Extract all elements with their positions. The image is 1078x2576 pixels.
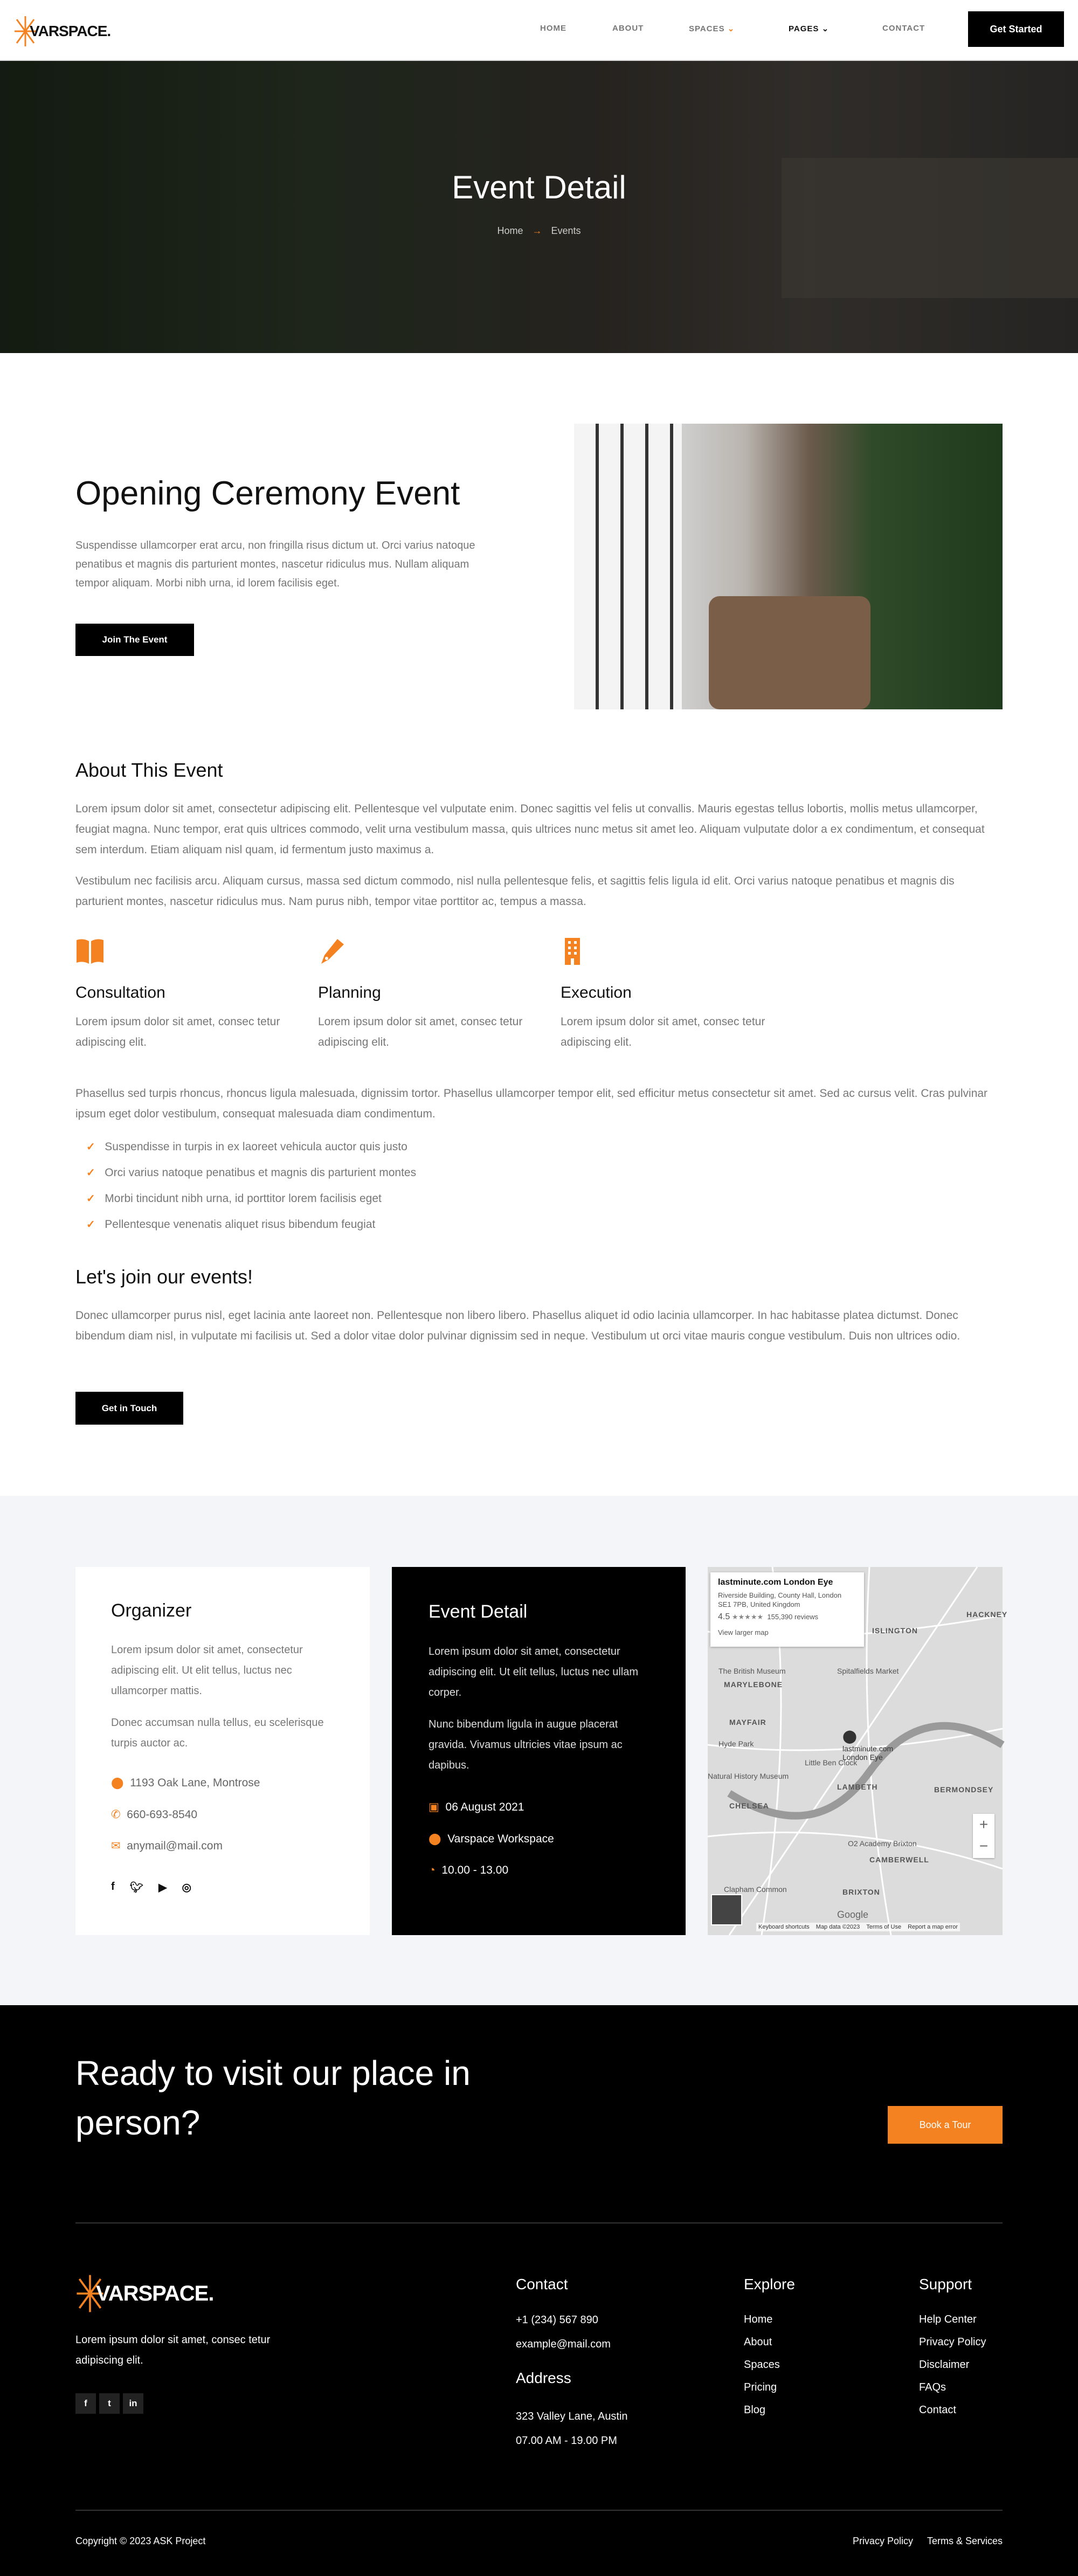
date-text: 06 August 2021 (445, 1801, 524, 1813)
zoom-in-button[interactable]: + (979, 1816, 989, 1833)
feature-title: Planning (318, 984, 381, 1002)
map-place-name: lastminute.com London Eye (718, 1578, 833, 1587)
feature-text: Lorem ipsum dolor sit amet, consec tetur adipiscing elit. (318, 1016, 523, 1048)
about-paragraph-1: Lorem ipsum dolor sit amet, consectetur adipiscing elit. Pellentesque vel vulputate enim. Donec sagittis vel felis ut convallis. Mauris egestas tellus lobortis, mollis metus ullamcorper, feugiat magna. Nunc tempor, erat quis ultrices commodo, velit urna vestibulum massa, quis ultrices nunc metus sit amet leo. Aliquam vulputate dolor a ex condimentum, et consequat sem interdum. Etiam aliquam nisl quam, id fermentum justo maximus a. (75, 803, 985, 856)
footer-link[interactable]: Contact (919, 2404, 956, 2416)
event-photo (574, 424, 1003, 709)
map-place-address: Riverside Building, County Hall, London SE1 7PB, United Kingdom (718, 1591, 842, 1608)
book-icon (75, 938, 105, 965)
footer-hours: 07.00 AM - 19.00 PM (516, 2435, 617, 2447)
terms-link[interactable]: Terms of Use (866, 1924, 902, 1930)
terms-link[interactable]: Terms & Services (927, 2536, 1003, 2546)
map-marker[interactable] (842, 1729, 902, 1762)
check-icon: ✓ (86, 1219, 95, 1231)
header-nav (0, 0, 1078, 61)
nav-spaces-label: SPACES (689, 24, 725, 33)
divider (75, 2510, 1003, 2511)
facebook-icon[interactable]: f (75, 2393, 96, 2414)
support-links (919, 2313, 986, 2416)
satellite-toggle[interactable] (711, 1894, 742, 1925)
list-item (86, 1192, 416, 1218)
footer-email[interactable]: example@mail.com (516, 2338, 611, 2350)
map-marker-label: lastminute.com London Eye (842, 1744, 894, 1762)
time-text: 10.00 - 13.00 (441, 1864, 509, 1876)
list-item (86, 1218, 416, 1244)
map-place: O2 Academy Brixton (848, 1839, 917, 1848)
nav-pages[interactable] (789, 24, 829, 33)
facebook-icon[interactable]: f (111, 1881, 115, 1893)
linkedin-icon[interactable]: in (123, 2393, 143, 2414)
calendar-icon: ▣ (429, 1801, 439, 1813)
map-place: Natural History Museum (708, 1772, 789, 1780)
chevron-down-icon: ⌄ (821, 24, 830, 33)
organizer-phone[interactable] (111, 1808, 197, 1821)
event-text-2: Nunc bibendum ligula in augue placerat gravida. Vivamus ultricies vitae ipsum ac dapibus. (429, 1718, 623, 1771)
divider (75, 2222, 1003, 2223)
list-item-text: Orci varius natoque penatibus et magnis dis parturient montes (105, 1166, 417, 1179)
list-item-text: Pellentesque venenatis aliquet risus bibendum feugiat (105, 1218, 376, 1231)
map-footer (756, 1923, 960, 1931)
breadcrumb-home[interactable]: Home (497, 225, 523, 236)
organizer-text-1: Lorem ipsum dolor sit amet, consectetur adipiscing elit. Ut elit tellus, luctus nec ullamcorper mattis. (111, 1644, 303, 1697)
nav-pages-label: PAGES (789, 24, 819, 33)
pen-icon (318, 938, 347, 965)
cta-title: Ready to visit our place in person? (75, 2054, 471, 2142)
brand-name: VARSPACE. (96, 2281, 214, 2305)
check-icon: ✓ (86, 1167, 95, 1179)
map-place: The British Museum (718, 1667, 786, 1675)
brand-name: VARSPACE. (30, 23, 111, 39)
map-place: Little Ben Clock (805, 1758, 858, 1767)
footer-link[interactable]: Home (744, 2313, 773, 2325)
rating-value: 4.5 (718, 1612, 730, 1621)
list-item-text: Suspendisse in turpis in ex laoreet vehicula auctor quis justo (105, 1141, 407, 1153)
map-label: LAMBETH (837, 1783, 878, 1791)
breadcrumb (0, 225, 1078, 237)
window-shape (574, 424, 682, 709)
twitter-icon[interactable]: 🐦︎ (129, 1882, 144, 1894)
map-place: Hyde Park (718, 1739, 754, 1748)
building-icon (561, 938, 590, 965)
list-item-text: Morbi tincidunt nibh urna, id porttitor lorem facilisis eget (105, 1192, 382, 1205)
event-detail-title: Event Detail (429, 1601, 528, 1622)
feature-title: Execution (561, 984, 632, 1002)
footer-link[interactable]: Privacy Policy (919, 2336, 986, 2348)
people-table-shape (709, 596, 870, 709)
chevron-down-icon: ⌄ (727, 24, 735, 33)
map-pin-icon: ⬤ (842, 1729, 857, 1744)
nav-home[interactable]: HOME (540, 24, 566, 33)
organizer-email[interactable] (111, 1839, 223, 1853)
breadcrumb-current: Events (551, 225, 581, 236)
support-title: Support (919, 2276, 972, 2292)
join-text: Donec ullamcorper purus nisl, eget lacinia ante laoreet non. Pellentesque non libero libero. Phasellus aliquet id odio lacinia ullamcorper. In hac habitasse platea dictumst. Donec bibendum diam nisl, in vulputate mi facilisis ut. Sed a dolor vitae dolor pulvinar dignissim sed in neque. Vestibulum ut orci vitae mauris congue vestibulum. Duis non ultrices odio. (75, 1309, 960, 1342)
event-text-1: Lorem ipsum dolor sit amet, consectetur adipiscing elit. Ut elit tellus, luctus nec ullam corper. (429, 1646, 639, 1698)
venue-text: Varspace Workspace (447, 1833, 554, 1845)
footer-link[interactable]: Spaces (744, 2359, 780, 2371)
organizer-address (111, 1776, 260, 1790)
instagram-icon[interactable]: ◎ (182, 1882, 191, 1894)
organizer-card (75, 1567, 370, 1935)
feature-title: Consultation (75, 984, 165, 1002)
arrow-right-icon: → (532, 225, 542, 236)
phone-icon: ✆ (111, 1808, 121, 1821)
brand-logo[interactable] (13, 15, 110, 47)
address-title: Address (516, 2370, 571, 2386)
feature-text: Lorem ipsum dolor sit amet, consec tetur adipiscing elit. (561, 1016, 765, 1048)
copyright: Copyright © 2023 ASK Project (75, 2536, 206, 2546)
map-label: ISLINGTON (872, 1626, 918, 1635)
footer-logo[interactable] (75, 2272, 213, 2315)
footer-text: Lorem ipsum dolor sit amet, consec tetur adipiscing elit. (75, 2334, 271, 2366)
nav-about[interactable]: ABOUT (612, 24, 644, 33)
map-data-text: Map data ©2023 (816, 1924, 860, 1930)
list-item (86, 1166, 416, 1192)
about-title: About This Event (75, 759, 223, 781)
feature-planning (318, 938, 534, 1053)
event-date (429, 1800, 524, 1814)
hero-banner (0, 61, 1078, 353)
phone-text: 660-693-8540 (127, 1808, 198, 1821)
book-tour-button[interactable]: Book a Tour (888, 2106, 1003, 2144)
map-place: Clapham Common (724, 1885, 787, 1894)
footer-social (75, 2393, 143, 2414)
report-error-link[interactable]: Report a map error (908, 1924, 958, 1930)
google-logo: Google (837, 1909, 869, 1920)
map-label: MAYFAIR (729, 1718, 766, 1726)
event-time (429, 1864, 508, 1877)
join-event-button[interactable]: Join The Event (75, 624, 194, 656)
footer-link[interactable]: About (744, 2336, 772, 2348)
nav-spaces[interactable] (689, 24, 735, 33)
zoom-out-button[interactable]: − (979, 1838, 989, 1854)
hero-overlay (0, 61, 1078, 353)
feature-consultation (75, 938, 291, 1053)
email-text: anymail@mail.com (127, 1840, 223, 1852)
map-rating (718, 1612, 856, 1622)
nav-contact[interactable]: CONTACT (882, 24, 925, 33)
clock-icon: ◔ (429, 1864, 436, 1876)
organizer-social (111, 1881, 191, 1894)
map-info-card (710, 1572, 864, 1647)
event-title: Opening Ceremony Event (75, 475, 460, 512)
location-map[interactable] (708, 1567, 1008, 1935)
explore-title: Explore (744, 2276, 795, 2292)
footer (0, 2005, 1078, 2576)
envelope-icon: ✉ (111, 1840, 121, 1852)
map-label: BERMONDSEY (934, 1785, 994, 1794)
about-paragraph-3: Phasellus sed turpis rhoncus, rhoncus ligula malesuada, dignissim tortor. Phasellus ullamcorper tempor elit, sed efficitur metus consectetur sit amet. Sed ac cursus velit. Cras pulvinar ipsum eget dolor vestibulum, consequat malesuada diam condimentum. (75, 1087, 988, 1120)
footer-address: 323 Valley Lane, Austin (516, 2411, 628, 2422)
view-larger-map-link[interactable]: View larger map (718, 1628, 769, 1636)
check-icon: ✓ (86, 1193, 95, 1205)
keyboard-shortcuts-link[interactable]: Keyboard shortcuts (758, 1924, 810, 1930)
list-item (86, 1140, 416, 1166)
organizer-text-2: Donec accumsan nulla tellus, eu scelerisque turpis auctor ac. (111, 1717, 324, 1749)
about-paragraph-2: Vestibulum nec facilisis arcu. Aliquam cursus, massa sed dictum commodo, nisl nulla pellentesque felis, et sagittis felis ligula id elit. Orci varius natoque penatibus et magnis dis parturient montes, nascetur ridiculus mus. Nam purus nibh, tempor vitae porttitor ac, tempus a massa. (75, 875, 955, 908)
event-venue (429, 1832, 554, 1846)
map-label: CHELSEA (729, 1801, 769, 1810)
location-pin-icon: ⬤ (429, 1833, 441, 1845)
twitter-icon[interactable]: t (99, 2393, 120, 2414)
check-icon: ✓ (86, 1141, 95, 1153)
organizer-title: Organizer (111, 1600, 192, 1621)
privacy-policy-link[interactable]: Privacy Policy (852, 2536, 913, 2546)
review-count[interactable]: 155,390 reviews (767, 1613, 819, 1621)
feature-text: Lorem ipsum dolor sit amet, consec tetur adipiscing elit. (75, 1016, 280, 1048)
star-rating-icon: ★★★★★ (731, 1613, 764, 1621)
legal-links (853, 2536, 1003, 2547)
event-detail-card (392, 1567, 686, 1935)
map-label: HACKNEY (966, 1610, 1008, 1619)
footer-link[interactable]: Blog (744, 2404, 766, 2416)
address-text: 1193 Oak Lane, Montrose (130, 1777, 260, 1789)
get-started-button[interactable]: Get Started (968, 11, 1064, 47)
page-title: Event Detail (452, 169, 626, 205)
feature-list (86, 1140, 416, 1244)
location-pin-icon: ⬤ (111, 1777, 124, 1789)
map-label: BRIXTON (842, 1888, 880, 1896)
map-place: Spitalfields Market (837, 1667, 899, 1675)
footer-link[interactable]: Help Center (919, 2313, 977, 2325)
intro-text: Suspendisse ullamcorper erat arcu, non fringilla risus dictum ut. Orci varius natoque penatibus et magnis dis parturient montes, nascetur ridiculus mus. Nullam aliquam tempor aliquam. Morbi nibh urna, id lorem facilisis eget. (75, 540, 475, 589)
map-label: CAMBERWELL (869, 1855, 929, 1864)
explore-links (744, 2313, 780, 2416)
footer-link[interactable]: Disclaimer (919, 2359, 970, 2371)
footer-link[interactable]: Pricing (744, 2381, 777, 2393)
footer-phone[interactable]: +1 (234) 567 890 (516, 2314, 598, 2326)
contact-title: Contact (516, 2276, 568, 2292)
feature-execution (561, 938, 776, 1053)
map-label: MARYLEBONE (724, 1680, 783, 1689)
get-in-touch-button[interactable]: Get in Touch (75, 1392, 183, 1425)
footer-link[interactable]: FAQs (919, 2381, 946, 2393)
youtube-icon[interactable]: ▶ (158, 1882, 167, 1894)
map-zoom-controls (973, 1814, 994, 1858)
join-title: Let's join our events! (75, 1266, 253, 1288)
